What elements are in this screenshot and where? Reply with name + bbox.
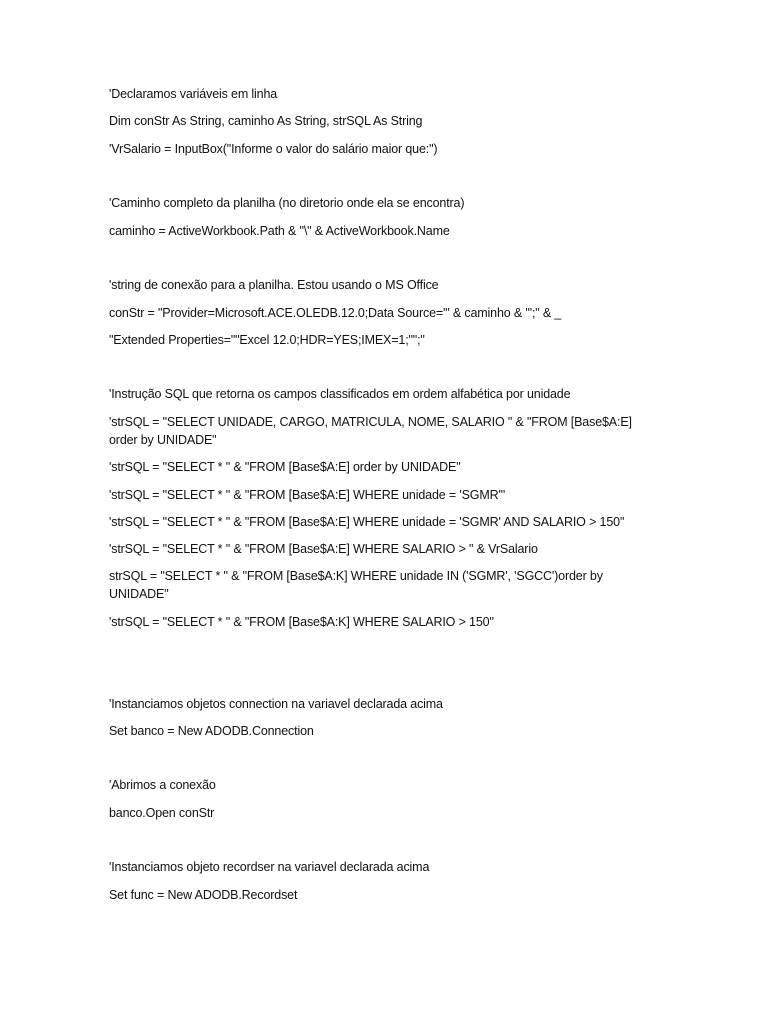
sql-line-3: 'strSQL = "SELECT * " & "FROM [Base$A:E] WHERE unidade = 'SGMR'" bbox=[109, 488, 505, 502]
comment-inputbox: 'VrSalario = InputBox("Informe o valor do salário maior que:") bbox=[109, 142, 438, 156]
dim-statement: Dim conStr As String, caminho As String, strSQL As String bbox=[109, 114, 423, 128]
constr-assignment: conStr = "Provider=Microsoft.ACE.OLEDB.12.0;Data Source='" & caminho & "';" & _ bbox=[109, 306, 562, 320]
comment-sql-instruction: 'Instrução SQL que retorna os campos classificados em ordem alfabética por unidade bbox=[109, 387, 571, 401]
set-banco: Set banco = New ADODB.Connection bbox=[109, 724, 314, 738]
caminho-assignment: caminho = ActiveWorkbook.Path & "\" & ActiveWorkbook.Name bbox=[109, 224, 450, 238]
comment-connection-string: 'string de conexão para a planilha. Estou usando o MS Office bbox=[109, 278, 439, 292]
constr-extended-properties: "Extended Properties=""Excel 12.0;HDR=YES;IMEX=1;"";" bbox=[109, 333, 425, 347]
comment-workbook-path: 'Caminho completo da planilha (no diretorio onde ela se encontra) bbox=[109, 196, 465, 210]
comment-open-connection: 'Abrimos a conexão bbox=[109, 778, 216, 792]
comment-connection-object: 'Instanciamos objetos connection na variavel declarada acima bbox=[109, 697, 443, 711]
sql-line-7: 'strSQL = "SELECT * " & "FROM [Base$A:K] WHERE SALARIO > 150" bbox=[109, 615, 494, 629]
sql-line-6: strSQL = "SELECT * " & "FROM [Base$A:K] WHERE unidade IN ('SGMR', 'SGCC')order by UNIDADE" bbox=[109, 569, 607, 601]
sql-line-1: 'strSQL = "SELECT UNIDADE, CARGO, MATRICULA, NOME, SALARIO " & "FROM [Base$A:E] order by UNIDADE" bbox=[109, 415, 636, 447]
sql-line-4: 'strSQL = "SELECT * " & "FROM [Base$A:E] WHERE unidade = 'SGMR' AND SALARIO > 150" bbox=[109, 515, 625, 529]
comment-recordset-object: 'Instanciamos objeto recordser na variavel declarada acima bbox=[109, 860, 430, 874]
comment-declare-variables: 'Declaramos variáveis em linha bbox=[109, 87, 278, 101]
banco-open: banco.Open conStr bbox=[109, 806, 215, 820]
sql-line-5: 'strSQL = "SELECT * " & "FROM [Base$A:E] WHERE SALARIO > " & VrSalario bbox=[109, 542, 538, 556]
sql-line-2: 'strSQL = "SELECT * " & "FROM [Base$A:E] order by UNIDADE" bbox=[109, 460, 461, 474]
set-func: Set func = New ADODB.Recordset bbox=[109, 888, 298, 902]
